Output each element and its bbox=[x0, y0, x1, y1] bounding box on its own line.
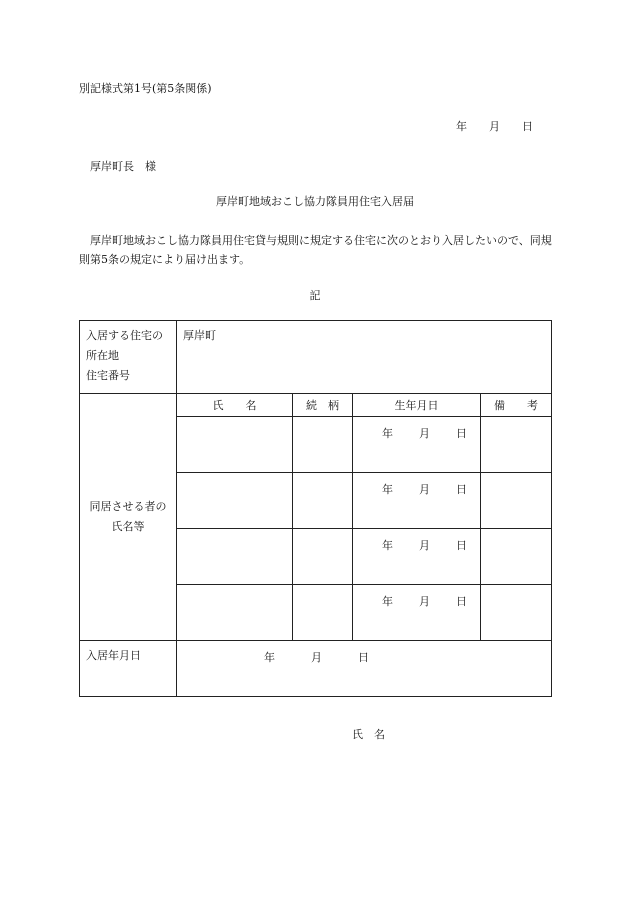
cohabitant-relation-input[interactable] bbox=[293, 585, 353, 641]
application-table bbox=[79, 320, 551, 697]
cohabitant-remarks-input[interactable] bbox=[481, 529, 552, 585]
move-in-year: 年 bbox=[264, 651, 275, 664]
date-month: 月 bbox=[489, 120, 500, 133]
birth-day: 日 bbox=[456, 539, 467, 552]
birth-year: 年 bbox=[382, 539, 393, 552]
birth-year: 年 bbox=[382, 427, 393, 440]
addressee: 厚岸町長 様 bbox=[90, 160, 156, 173]
residence-value: 厚岸町 bbox=[183, 329, 216, 342]
birth-month: 月 bbox=[419, 539, 430, 552]
cohabitant-relation-input[interactable] bbox=[293, 417, 353, 473]
birth-month: 月 bbox=[419, 483, 430, 496]
date-day: 日 bbox=[522, 120, 533, 133]
residence-label bbox=[80, 321, 177, 394]
cohabitant-remarks-input[interactable] bbox=[481, 473, 552, 529]
birth-day: 日 bbox=[456, 483, 467, 496]
cohabitant-name-input[interactable] bbox=[177, 585, 293, 641]
header-name: 氏 名 bbox=[177, 394, 293, 417]
cohabitant-remarks-input[interactable] bbox=[481, 585, 552, 641]
cohabitant-label-line2: 氏名等 bbox=[111, 520, 145, 533]
cohabitant-label-line1: 同居させる者の bbox=[89, 500, 167, 513]
move-in-day: 日 bbox=[358, 651, 369, 664]
form-number: 別記様式第1号(第5条関係) bbox=[79, 82, 212, 95]
cohabitant-birthdate-input[interactable] bbox=[353, 585, 481, 641]
header-relation: 続 柄 bbox=[293, 394, 353, 417]
applicant-name-label: 氏 名 bbox=[352, 728, 385, 741]
cohabitant-name-input[interactable] bbox=[177, 529, 293, 585]
residence-label-line3: 住宅番号 bbox=[86, 369, 130, 382]
residence-label-line1: 入居する住宅の bbox=[86, 329, 163, 342]
date-year: 年 bbox=[456, 120, 467, 133]
cohabitant-name-input[interactable] bbox=[177, 473, 293, 529]
cohabitant-relation-input[interactable] bbox=[293, 529, 353, 585]
header-remarks: 備 考 bbox=[481, 394, 552, 417]
birth-month: 月 bbox=[419, 595, 430, 608]
form-title: 厚岸町地域おこし協力隊員用住宅入居届 bbox=[216, 195, 414, 208]
cohabitant-label bbox=[80, 394, 177, 641]
birth-month: 月 bbox=[419, 427, 430, 440]
body-text: 厚岸町地域おこし協力隊員用住宅貸与規則に規定する住宅に次のとおり入居したいので、同規則第5条の規定により届け出ます。 bbox=[79, 234, 552, 266]
move-in-month: 月 bbox=[311, 651, 322, 664]
residence-label-line2: 所在地 bbox=[86, 349, 119, 362]
residence-input[interactable] bbox=[177, 321, 552, 394]
cohabitant-birthdate-input[interactable] bbox=[353, 417, 481, 473]
birth-day: 日 bbox=[456, 427, 467, 440]
cohabitant-relation-input[interactable] bbox=[293, 473, 353, 529]
cohabitant-birthdate-input[interactable] bbox=[353, 529, 481, 585]
birth-year: 年 bbox=[382, 483, 393, 496]
submission-date bbox=[456, 118, 533, 134]
move-in-date-input[interactable] bbox=[177, 641, 552, 697]
birth-day: 日 bbox=[456, 595, 467, 608]
cohabitant-remarks-input[interactable] bbox=[481, 417, 552, 473]
move-in-label: 入居年月日 bbox=[80, 641, 177, 697]
cohabitant-name-input[interactable] bbox=[177, 417, 293, 473]
record-mark: 記 bbox=[309, 289, 321, 302]
birth-year: 年 bbox=[382, 595, 393, 608]
cohabitant-birthdate-input[interactable] bbox=[353, 473, 481, 529]
header-birthdate: 生年月日 bbox=[353, 394, 481, 417]
